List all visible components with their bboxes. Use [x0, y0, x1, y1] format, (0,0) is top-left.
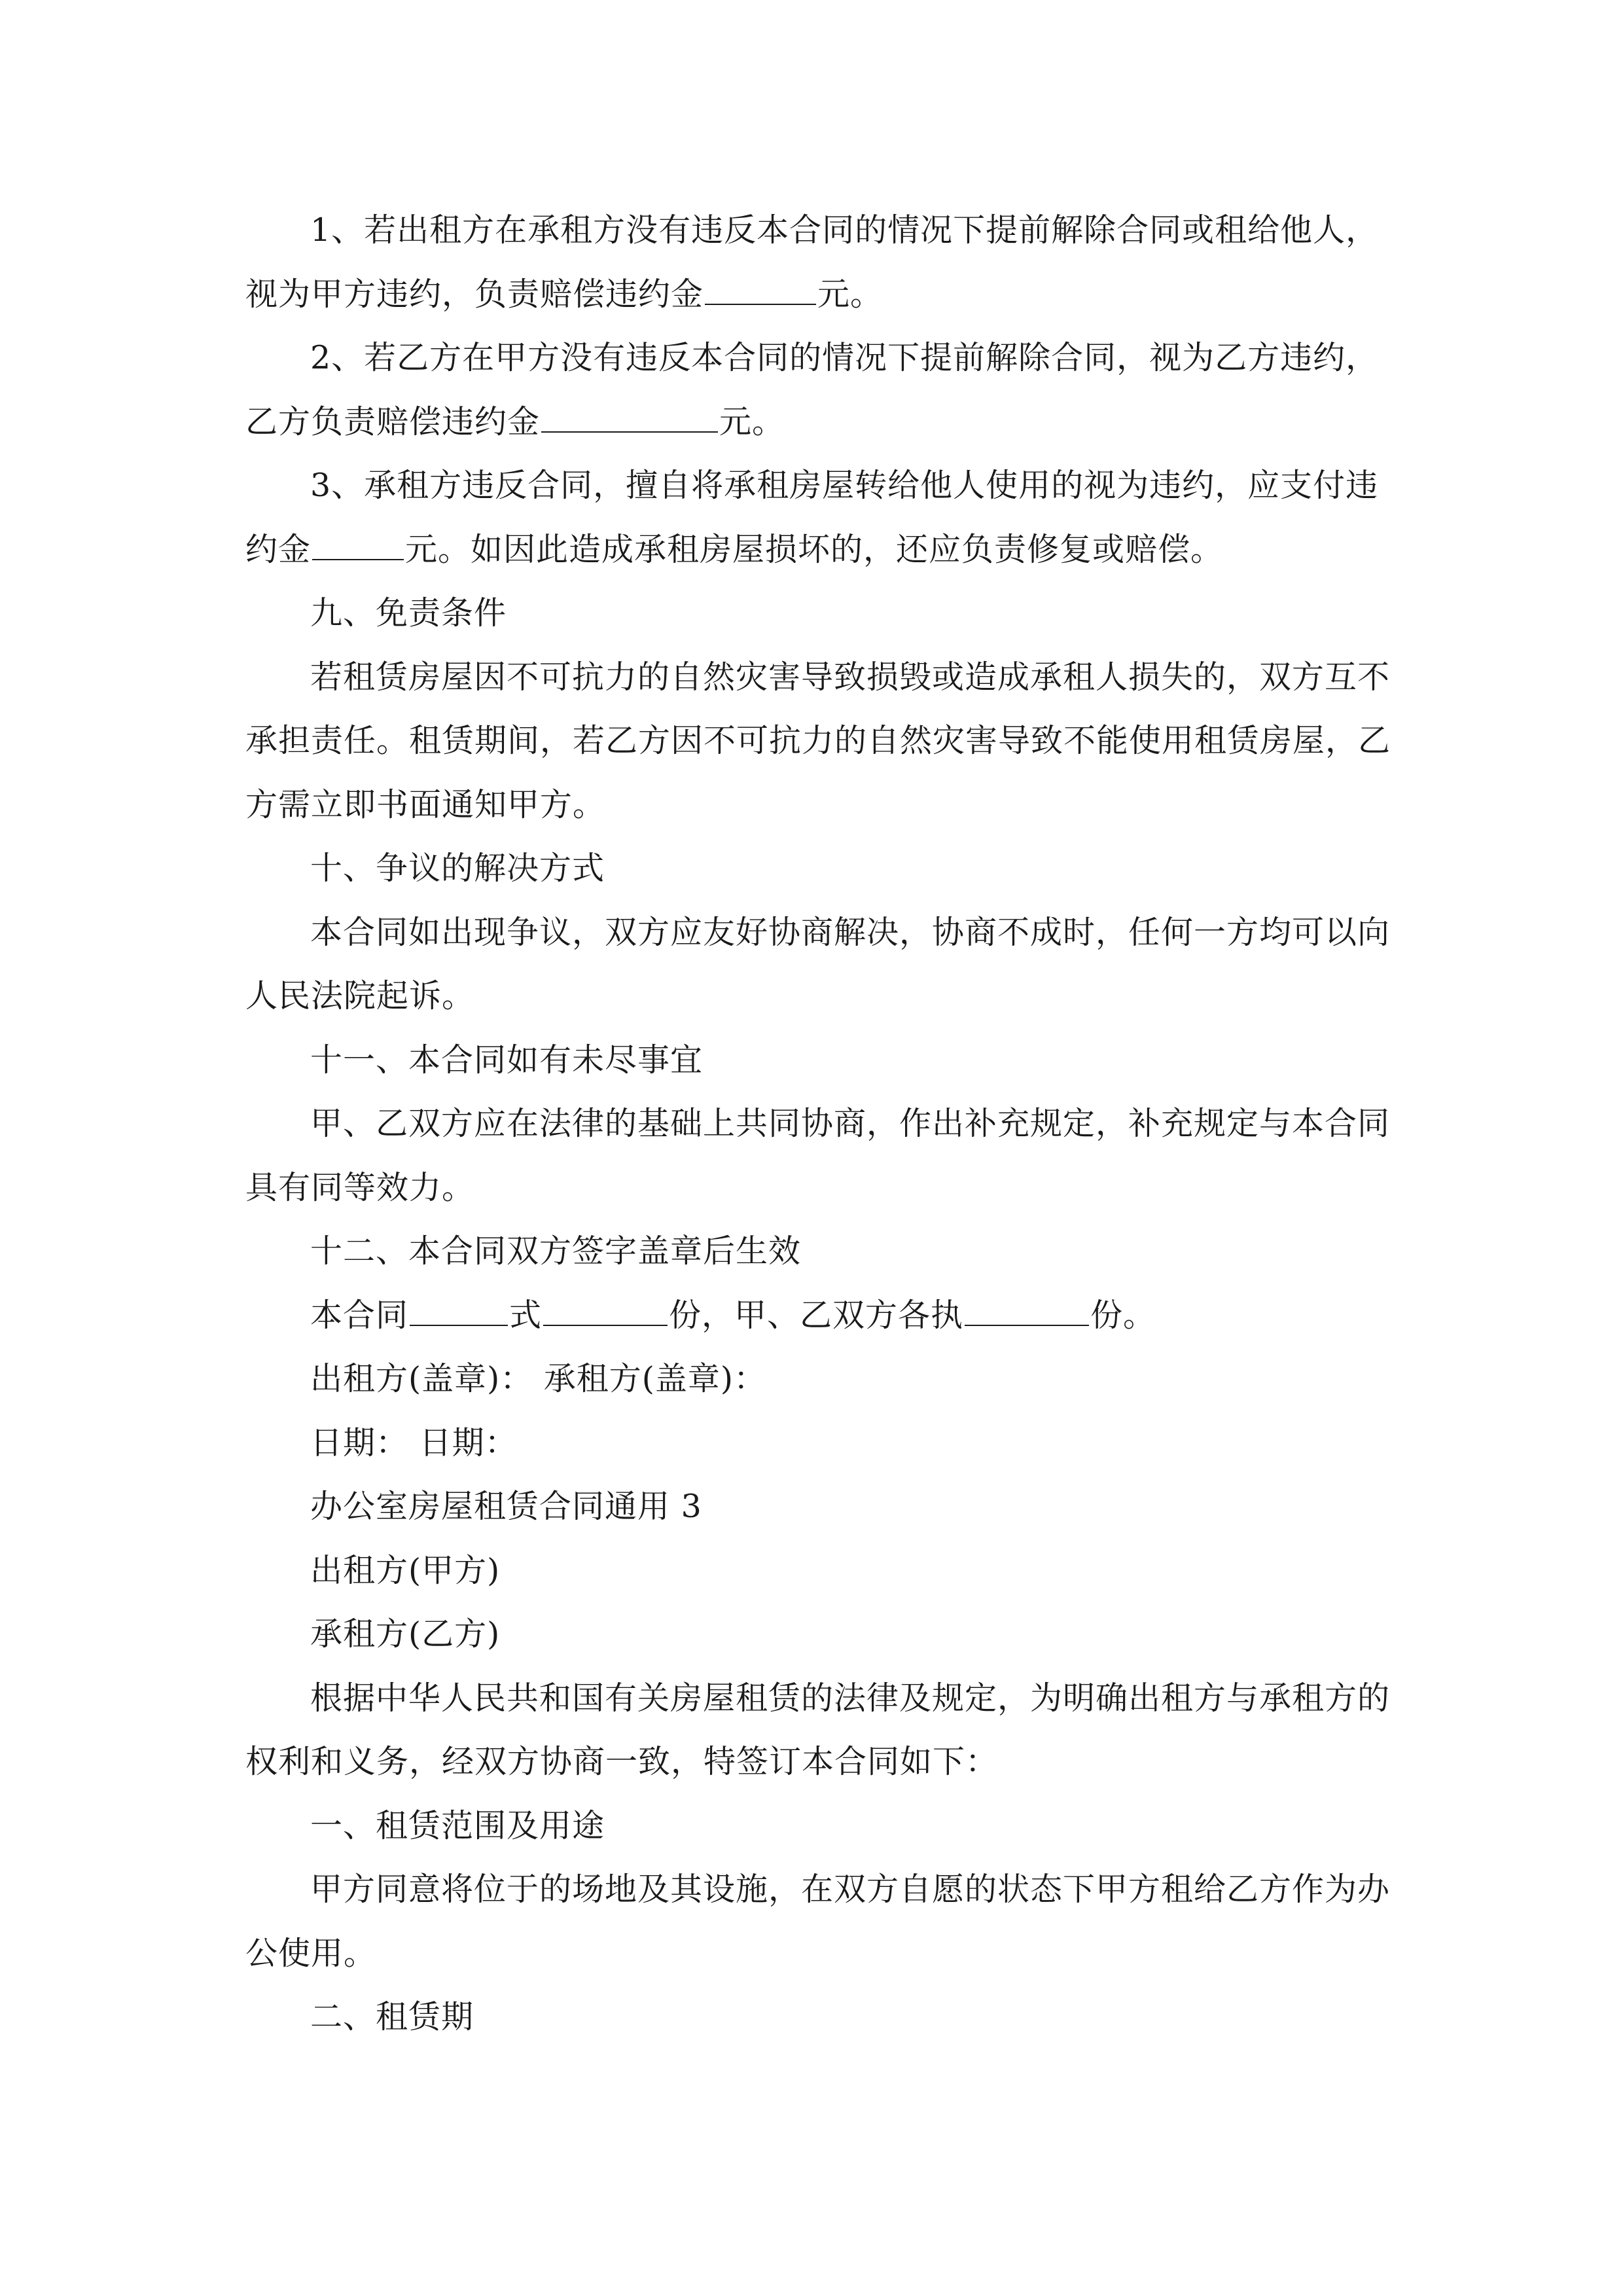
body-text: 式 — [509, 1297, 543, 1334]
body-text: 公使用。 — [245, 1935, 377, 1972]
section-heading-9 — [310, 594, 507, 633]
section-heading-1 — [310, 1806, 605, 1846]
body-text: 甲方同意将位于的场地及其设施，在双方自愿的状态下甲方租给乙方作为办 — [310, 1871, 1391, 1908]
section-9-line-3 — [245, 785, 605, 825]
body-text: 出租方(甲方) — [310, 1552, 501, 1589]
body-text: 承租方(乙方) — [310, 1615, 501, 1653]
intro-line-2 — [245, 1742, 998, 1782]
body-text: 方需立即书面通知甲方。 — [245, 786, 606, 823]
heading-text: 十二、本合同双方签字盖章后生效 — [310, 1232, 802, 1270]
body-text: 根据中华人民共和国有关房屋租赁的法律及规定，为明确出租方与承租方的 — [310, 1679, 1391, 1717]
heading-text: 十一、本合同如有未尽事宜 — [310, 1041, 704, 1079]
body-text: 承担责任。租赁期间，若乙方因不可抗力的自然灾害导致不能使用租赁房屋，乙 — [245, 722, 1391, 759]
section-11-line-2 — [245, 1168, 474, 1208]
fill-blank — [410, 1296, 508, 1326]
clause-2-line-2 — [245, 403, 785, 442]
fill-blank — [543, 1296, 668, 1326]
section-10-line-2 — [245, 977, 474, 1016]
fill-blank — [965, 1296, 1089, 1326]
intro-line-1 — [310, 1679, 1390, 1718]
body-text: 本合同 — [310, 1297, 409, 1334]
body-text: 甲、乙双方应在法律的基础上共同协商，作出补充规定，补充规定与本合同 — [310, 1105, 1391, 1142]
heading-text: 十、争议的解决方式 — [310, 850, 605, 887]
section-1-line-1 — [310, 1870, 1390, 1909]
section-9-line-2 — [245, 721, 1391, 761]
heading-text: 一、租赁范围及用途 — [310, 1807, 605, 1844]
section-heading-2 — [310, 1998, 474, 2037]
date-line — [310, 1424, 518, 1463]
clause-text: 乙方负责赔偿违约金 — [245, 403, 541, 440]
clause-2-line-1 — [310, 338, 1378, 378]
body-text: 份。 — [1090, 1297, 1156, 1334]
section-10-line-1 — [310, 913, 1390, 952]
title-text: 办公室房屋租赁合同通用 3 — [310, 1488, 702, 1525]
section-11-line-1 — [310, 1104, 1390, 1143]
clause-text: 视为甲方违约，负责赔偿违约金 — [245, 276, 704, 313]
fill-blank — [705, 275, 816, 305]
body-text: 份，甲、乙双方各执 — [669, 1297, 964, 1334]
heading-text: 二、租赁期 — [310, 1998, 474, 2036]
section-heading-12 — [310, 1232, 801, 1271]
heading-text: 九、免责条件 — [310, 594, 507, 632]
clause-text: 3、承租方违反合同，擅自将承租房屋转给他人使用的视为违约，应支付违 — [310, 467, 1379, 504]
body-text: 人民法院起诉。 — [245, 977, 475, 1014]
body-text: 出租方(盖章)： 承租方(盖章)： — [310, 1360, 767, 1397]
section-heading-10 — [310, 849, 605, 888]
section-1-line-2 — [245, 1934, 376, 1973]
clause-3-line-2 — [245, 530, 1223, 569]
contract-title — [310, 1487, 702, 1526]
party-a-line — [310, 1551, 500, 1590]
fill-blank — [312, 530, 404, 560]
section-9-line-1 — [310, 658, 1390, 697]
signature-line — [310, 1359, 766, 1399]
body-text: 权利和义务，经双方协商一致，特签订本合同如下： — [245, 1743, 999, 1780]
copies-line — [310, 1296, 1156, 1335]
clause-text: 元。如因此造成承租房屋损坏的，还应负责修复或赔偿。 — [405, 531, 1224, 568]
body-text: 若租赁房屋因不可抗力的自然灾害导致损毁或造成承租人损失的，双方互不 — [310, 658, 1391, 696]
body-text: 日期： 日期： — [310, 1424, 518, 1462]
clause-text: 2、若乙方在甲方没有违反本合同的情况下提前解除合同，视为乙方违约， — [310, 339, 1379, 376]
party-b-line — [310, 1615, 500, 1654]
clause-1-line-2 — [245, 275, 883, 314]
fill-blank — [541, 403, 718, 433]
body-text: 本合同如出现争议，双方应友好协商解决，协商不成时，任何一方均可以向 — [310, 914, 1391, 951]
clause-1-line-1 — [310, 211, 1378, 250]
clause-text: 1、若出租方在承租方没有违反本合同的情况下提前解除合同或租给他人， — [310, 211, 1379, 249]
section-heading-11 — [310, 1041, 703, 1080]
clause-text: 约金 — [245, 531, 312, 568]
body-text: 具有同等效力。 — [245, 1169, 475, 1206]
clause-text: 元。 — [719, 403, 785, 440]
clause-text: 元。 — [817, 276, 883, 313]
clause-3-line-1 — [310, 466, 1378, 505]
